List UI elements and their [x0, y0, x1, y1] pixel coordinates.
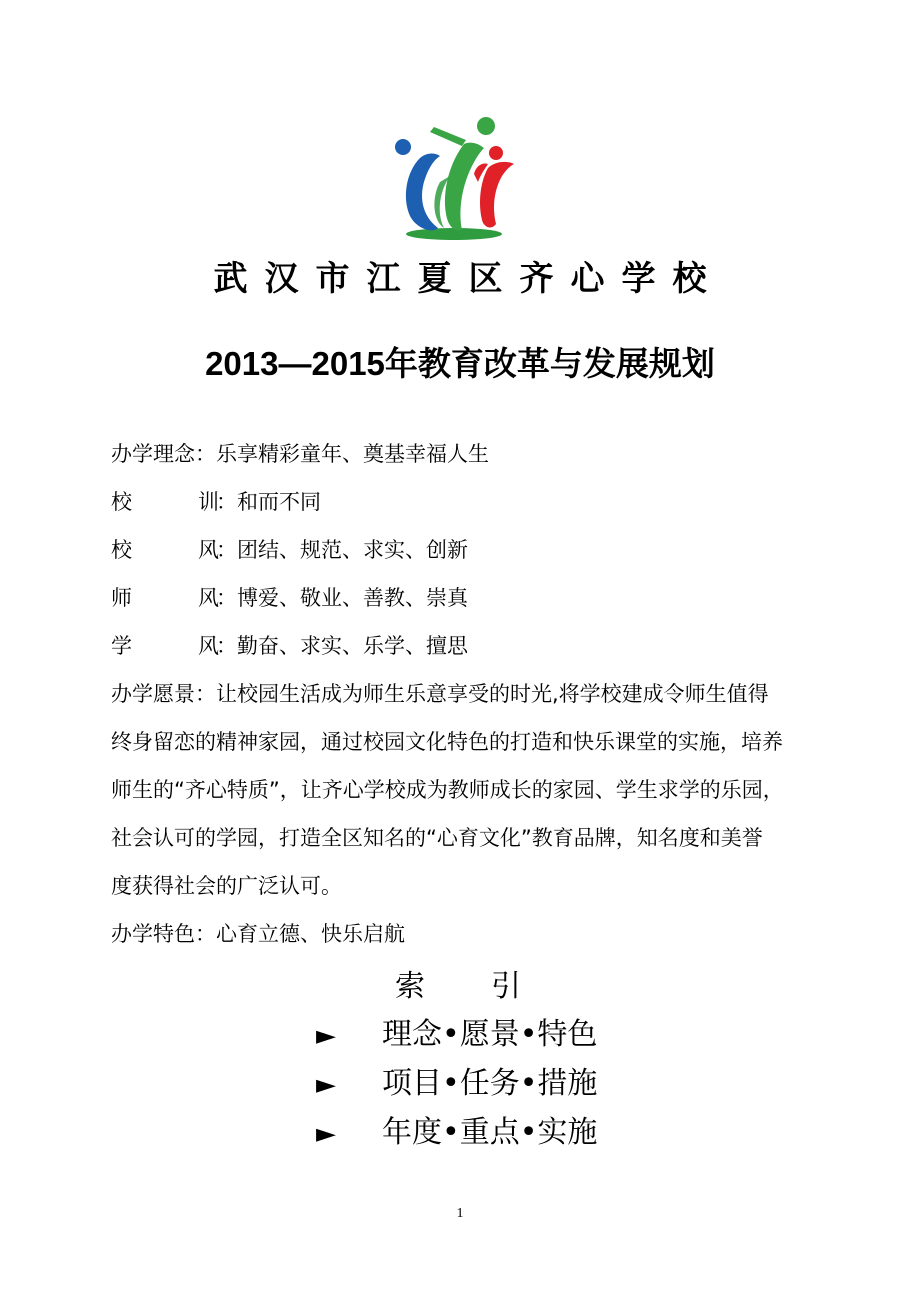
teacher-style-label-char1: 师: [111, 586, 132, 610]
school-style-label-char2: 风: [198, 538, 219, 562]
school-logo: [392, 116, 528, 246]
motto-colon: ：: [216, 490, 237, 514]
arrow-icon: ►: [316, 1119, 336, 1149]
index-entry-label: 项目•任务•措施: [382, 1066, 598, 1101]
teacher-style-line: [111, 574, 811, 622]
school-style-label-char1: 校: [111, 538, 132, 562]
study-style-label-char1: 学: [111, 634, 132, 658]
school-philosophy-block: [111, 430, 811, 958]
study-style-line: [111, 622, 811, 670]
index-entry-label: 年度•重点•实施: [382, 1115, 598, 1150]
philosophy-line: [111, 430, 811, 478]
index-entry[interactable]: [316, 1059, 597, 1110]
school-style-value: 团结、规范、求实、创新: [237, 538, 468, 562]
vision-line-2: 终身留恋的精神家园，通过校园文化特色的打造和快乐课堂的实施，培养: [111, 730, 783, 754]
study-style-value: 勤奋、求实、乐学、擅思: [237, 634, 468, 658]
logo-red-body: [480, 162, 514, 228]
logo-blue-head: [395, 139, 411, 155]
feature-value: 心育立德、快乐启航: [216, 922, 405, 946]
logo-red-head: [489, 146, 503, 160]
page-number: 1: [456, 1206, 464, 1221]
motto-value: 和而不同: [237, 490, 321, 514]
logo-green-head: [477, 117, 495, 135]
index-title: [395, 962, 521, 1012]
philosophy-label: 办学理念：: [111, 442, 216, 466]
vision-line-5: 度获得社会的广泛认可。: [111, 874, 342, 898]
index-entry[interactable]: [316, 1108, 597, 1159]
philosophy-value: 乐享精彩童年、奠基幸福人生: [216, 442, 489, 466]
logo-blue-body: [406, 154, 440, 231]
feature-label: 办学特色：: [111, 922, 216, 946]
vision-line-1: 办学愿景：让校园生活成为师生乐意享受的时光,将学校建成令师生值得: [111, 682, 769, 706]
teacher-style-label-char2: 风: [198, 586, 219, 610]
index-title-char1: 索: [395, 969, 425, 1004]
study-style-label-char2: 风: [198, 634, 219, 658]
teacher-style-colon: ：: [216, 586, 237, 610]
index-title-char2: 引: [491, 969, 521, 1004]
motto-label-char2: 训: [198, 490, 219, 514]
school-name: 武汉市江夏区齐心学校: [213, 259, 724, 299]
logo-base: [406, 228, 502, 240]
motto-line: [111, 478, 811, 526]
arrow-icon: ►: [316, 1070, 336, 1100]
logo-green-body: [445, 143, 484, 231]
index-entry[interactable]: [316, 1010, 597, 1061]
study-style-label: [111, 622, 219, 670]
school-style-line: [111, 526, 811, 574]
motto-label: [111, 478, 219, 526]
vision-line-3: 师生的“齐心特质”，让齐心学校成为教师成长的家园、学生求学的乐园，: [111, 778, 784, 802]
school-style-label: [111, 526, 219, 574]
motto-label-char1: 校: [111, 490, 132, 514]
plan-title: 2013—2015年教育改革与发展规划: [205, 345, 715, 382]
arrow-icon: ►: [316, 1021, 336, 1051]
school-style-colon: ：: [216, 538, 237, 562]
teacher-style-value: 博爱、敬业、善教、崇真: [237, 586, 468, 610]
logo-green-arm: [430, 127, 466, 146]
feature-line: [111, 910, 811, 958]
teacher-style-label: [111, 574, 219, 622]
study-style-colon: ：: [216, 634, 237, 658]
vision-line-4: 社会认可的学园，打造全区知名的“心育文化”教育品牌，知名度和美誉: [111, 826, 763, 850]
index-entry-label: 理念•愿景•特色: [382, 1017, 598, 1052]
